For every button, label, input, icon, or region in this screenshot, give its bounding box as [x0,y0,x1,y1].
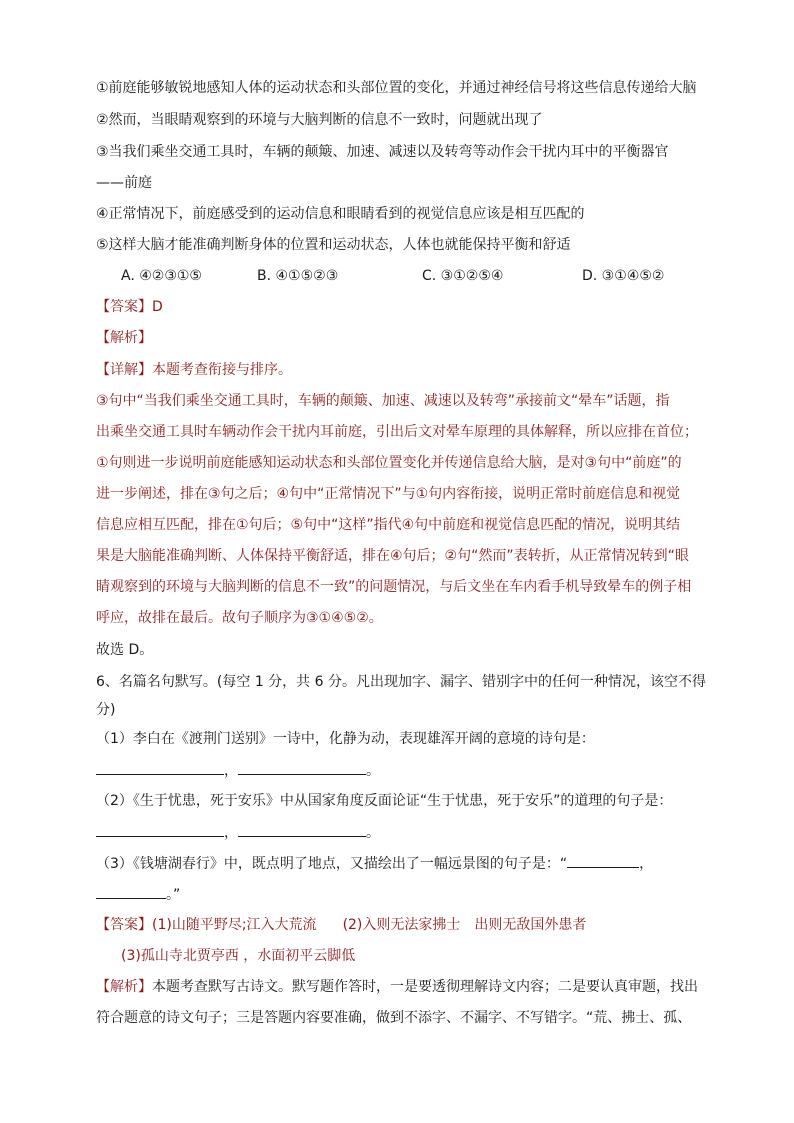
q6-sub-3 [96,853,653,874]
detail-line-5: 信息应相互匹配，排在①句后；⑤句中“这样”指代④句中前庭和视觉信息匹配的情况，说明其结 [96,517,681,533]
period: 。 [366,825,380,841]
q6-analysis-line-2: 符合题意的诗文句子；三是答题内容要准确，做到不添字、不漏字、不写错字。“荒、拂士、孤、 [96,1010,692,1026]
detail-heading: 【详解】本题考查衔接与排序。 [96,362,292,378]
sentence-4: ④正常情况下，前庭感受到的运动信息和眼睛看到的视觉信息应该是相互匹配的 [96,206,585,222]
analysis-label: 【解析】 [96,330,152,346]
detail-line-2: 出乘坐交通工具时车辆动作会干扰内耳前庭，引出后文对晕车原理的具体解释，所以应排在首位； [96,424,698,440]
comma: ， [224,825,238,841]
option-a: A. ④②③①⑤ [121,268,202,284]
q6-answer-1: (1)山随平野尽;江入大荒流 [152,917,317,933]
end-quote: 。” [166,887,181,903]
blank-3-2[interactable] [96,884,166,899]
q6-sub-3-blanks [96,884,180,905]
sentence-2: ②然而，当眼睛观察到的环境与大脑判断的信息不一致时，问题就出现了 [96,112,543,128]
answer-label: 【答案】D [96,299,163,315]
q6-sub-1: （1）李白在《渡荆门送别》一诗中，化静为动，表现雄浑开阔的意境的诗句是： [96,731,595,747]
q6-answer-3: (3)孤山寺北贾亭西 ，水面初平云脚低 [121,948,356,964]
q6-sub-3-text: （3）《钱塘湖春行》中，既点明了地点，又描绘出了一幅远景图的句子是：“ [96,856,568,872]
option-c: C. ③①②⑤④ [422,268,504,284]
blank-3-1[interactable] [567,853,639,868]
option-b: B. ④①⑤②③ [257,268,339,284]
comma: ， [639,856,654,872]
q6-answer-row-1 [96,915,586,935]
option-d: D. ③①④⑤② [582,268,665,284]
period: 。 [366,763,380,779]
blank-1-2[interactable] [238,760,366,775]
q6-analysis-row-1 [96,977,698,997]
q6-answer-label: 【答案】 [96,917,152,933]
detail-line-3: ①句则进一步说明前庭能感知运动状态和头部位置变化并传递信息给大脑，是对③句中“前庭”的 [96,455,682,471]
q6-sub-2-blanks [96,822,380,843]
detail-line-1: ③句中“当我们乘坐交通工具时，车辆的颠簸、加速、减速以及转弯”承接前文“晕车”话题，指 [96,393,670,409]
q6-analysis-line-1: 本题考查默写古诗文。默写题作答时，一是要透彻理解诗文内容；二是要认真审题，找出 [152,979,698,995]
q6-answer-2: (2)入则无法家拂士 出则无敌国外患者 [342,917,587,933]
conclusion: 故选 D。 [96,642,154,658]
sentence-1: ①前庭能够敏锐地感知人体的运动状态和头部位置的变化，并通过神经信号将这些信息传递给大脑 [96,80,697,96]
sentence-5: ⑤这样大脑才能准确判断身体的位置和运动状态，人体也就能保持平衡和舒适 [96,237,571,253]
detail-line-6: 果是大脑能准确判断、人体保持平衡舒适，排在④句后；②句“然而”表转折，从正常情况转到“眼 [96,548,689,564]
sentence-3-continuation: ——前庭 [96,175,152,191]
comma: ， [224,763,238,779]
q6-sub-2: （2）《生于忧患，死于安乐》中从国家角度反面论证“生于忧患，死于安乐”的道理的句子是： [96,793,673,809]
q6-stem-line-2: 分) [96,702,116,718]
detail-line-4: 进一步阐述，排在③句之后；④句中“正常情况下”与①句内容衔接，说明正常时前庭信息和视觉 [96,486,681,502]
sentence-3: ③当我们乘坐交通工具时，车辆的颠簸、加速、减速以及转弯等动作会干扰内耳中的平衡器官 [96,144,669,160]
detail-line-8: 呼应，故排在最后。故句子顺序为③①④⑤②。 [96,610,383,626]
q6-stem-line-1: 6、名篇名句默写。(每空 1 分，共 6 分。凡出现加字、漏字、错别字中的任何一种情况，该空不得 [96,674,706,690]
q6-sub-1-blanks [96,760,380,781]
detail-line-7: 睛观察到的环境与大脑判断的信息不一致”的问题情况，与后文坐在车内看手机导致晕车的例子相 [96,579,692,595]
blank-1-1[interactable] [96,760,224,775]
blank-2-2[interactable] [238,822,366,837]
q6-analysis-label: 【解析】 [96,979,152,995]
blank-2-1[interactable] [96,822,224,837]
